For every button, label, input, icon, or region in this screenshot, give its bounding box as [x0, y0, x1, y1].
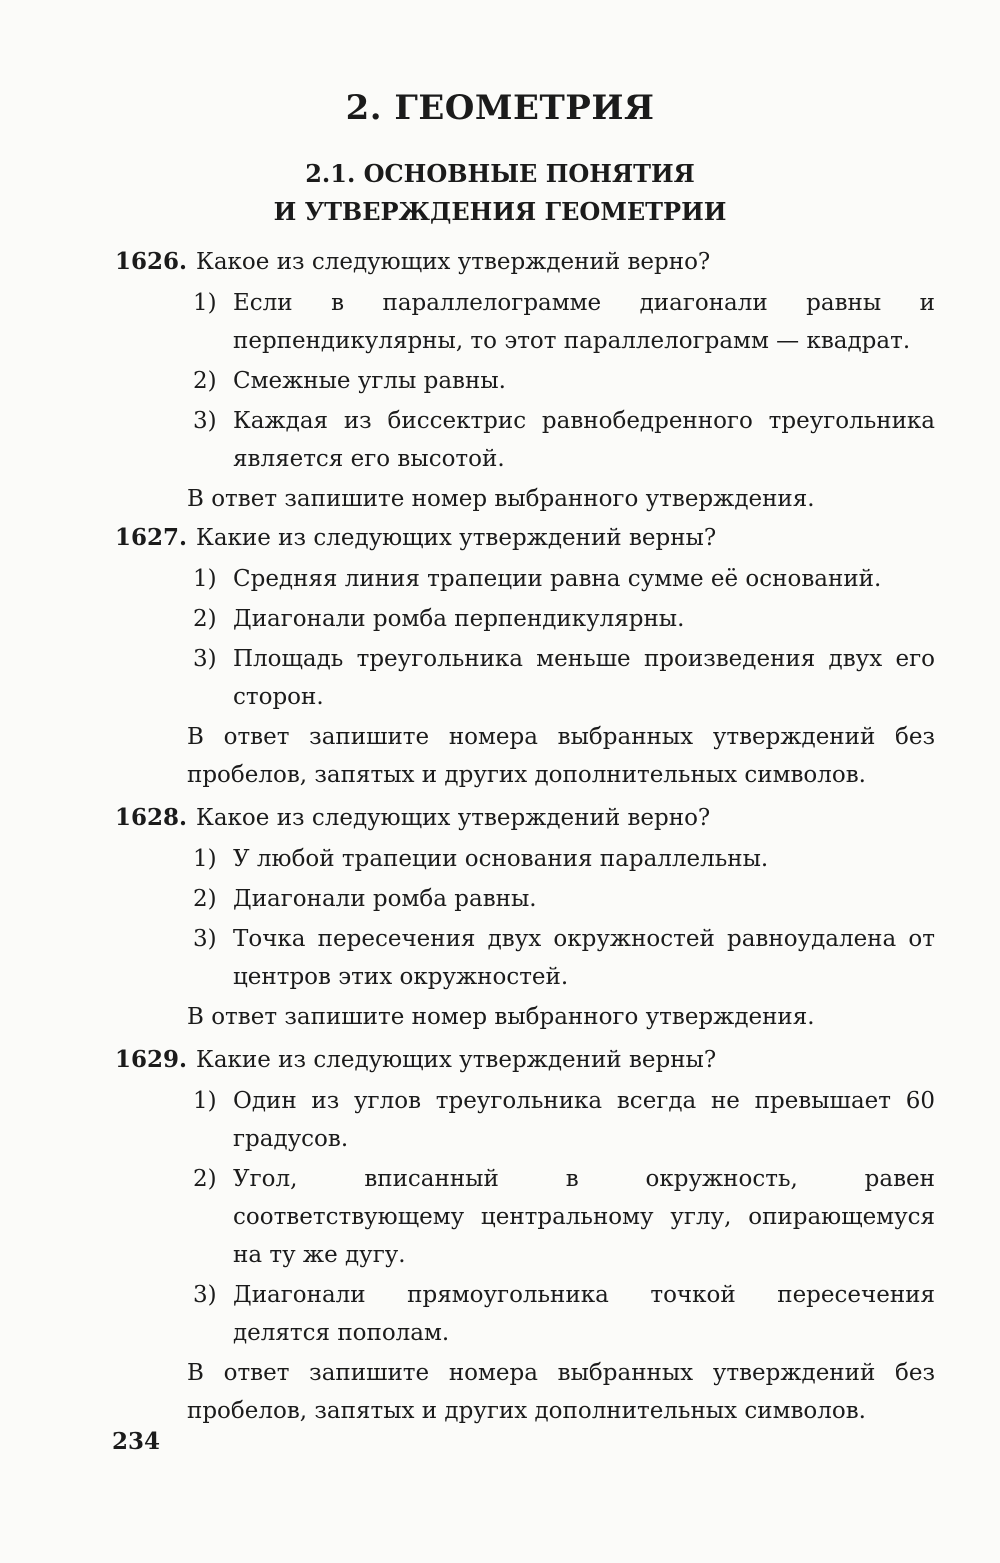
problem-1628	[115, 798, 935, 1036]
option-text: Смежные углы равны.	[233, 368, 506, 394]
problem-1627	[115, 518, 935, 794]
answer-instruction: В ответ запишите номер выбранного утверждения.	[187, 486, 815, 512]
option-text: Диагонали ромба перпендикулярны.	[233, 606, 685, 632]
option-number: 1)	[193, 290, 217, 316]
option-number: 3)	[193, 646, 217, 672]
option-number: 3)	[193, 1282, 217, 1308]
option-3	[193, 402, 935, 478]
chapter-title: 2. ГЕОМЕТРИЯ	[345, 88, 655, 128]
option-number: 2)	[193, 368, 217, 394]
problem-question-line	[115, 798, 935, 838]
problem-number: 1629.	[115, 1046, 188, 1073]
problem-question: Какие из следующих утверждений верны?	[196, 525, 717, 551]
option-1	[193, 560, 935, 598]
option-3	[193, 640, 935, 716]
option-2	[193, 362, 935, 400]
option-2	[193, 1160, 935, 1274]
answer-instruction: В ответ запишите номер выбранного утверждения.	[187, 1004, 815, 1030]
option-number: 3)	[193, 408, 217, 434]
option-2	[193, 600, 935, 638]
problem-question-line	[115, 242, 935, 282]
option-text: Точка пересечения двух окружностей равноудалена от центров этих окружностей.	[233, 926, 935, 990]
problem-question: Какое из следующих утверждений верно?	[196, 249, 711, 275]
option-text: Средняя линия трапеции равна сумме её оснований.	[233, 566, 882, 592]
section-title-line-1: 2.1. ОСНОВНЫЕ ПОНЯТИЯ	[305, 159, 695, 188]
problem-1629	[115, 1040, 935, 1430]
problem-question-line	[115, 1040, 935, 1080]
option-3	[193, 920, 935, 996]
option-number: 1)	[193, 566, 217, 592]
option-text: Диагонали ромба равны.	[233, 886, 537, 912]
option-number: 1)	[193, 846, 217, 872]
option-text: Если в параллелограмме диагонали равны и перпендикулярны, то этот параллелограмм — квадрат.	[233, 290, 935, 354]
option-1	[193, 284, 935, 360]
problem-question: Какие из следующих утверждений верны?	[196, 1047, 717, 1073]
problem-number: 1628.	[115, 804, 188, 831]
option-number: 3)	[193, 926, 217, 952]
answer-instruction: В ответ запишите номера выбранных утверждений без пробелов, запятых и других дополнительных символов.	[187, 724, 935, 788]
option-text: У любой трапеции основания параллельны.	[233, 846, 769, 872]
problem-number: 1626.	[115, 248, 188, 275]
option-2	[193, 880, 935, 918]
option-number: 2)	[193, 1166, 217, 1192]
option-text: Каждая из биссектрис равнобедренного треугольника является его высотой.	[233, 408, 935, 472]
option-3	[193, 1276, 935, 1352]
answer-instruction: В ответ запишите номера выбранных утверждений без пробелов, запятых и других дополнительных символов.	[187, 1360, 935, 1424]
option-number: 2)	[193, 606, 217, 632]
problem-question-line	[115, 518, 935, 558]
option-text: Площадь треугольника меньше произведения двух его сторон.	[233, 646, 935, 710]
problem-1626	[115, 242, 935, 518]
option-number: 1)	[193, 1088, 217, 1114]
option-text: Диагонали прямоугольника точкой пересечения делятся пополам.	[233, 1282, 935, 1346]
option-number: 2)	[193, 886, 217, 912]
section-title	[0, 155, 1000, 231]
option-text: Один из углов треугольника всегда не превышает 60 градусов.	[233, 1088, 935, 1152]
problem-number: 1627.	[115, 524, 188, 551]
section-title-line-2: И УТВЕРЖДЕНИЯ ГЕОМЕТРИИ	[273, 197, 727, 226]
page-number: 234	[112, 1428, 161, 1455]
option-1	[193, 1082, 935, 1158]
option-1	[193, 840, 935, 878]
option-text: Угол, вписанный в окружность, равен соответствующему центральному углу, опирающемуся на ту же дугу.	[233, 1166, 935, 1268]
problem-question: Какое из следующих утверждений верно?	[196, 805, 711, 831]
